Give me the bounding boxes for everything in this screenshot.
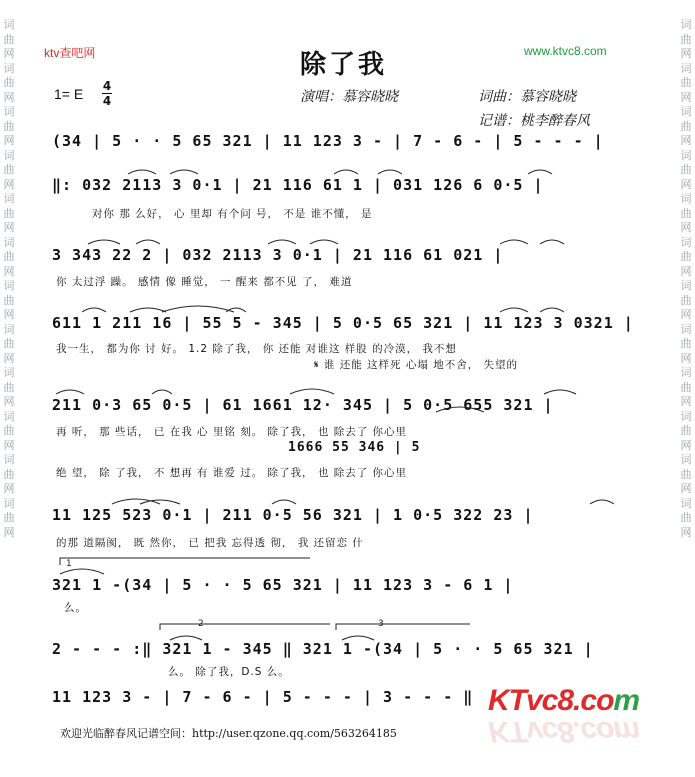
- ktvc8-logo[interactable]: [488, 684, 639, 718]
- lyrics-line-6: 的那 道隔阂， 既 然你， 已 把我 忘得透 彻， 我 还留恋 什: [56, 537, 364, 549]
- slur: [88, 240, 120, 244]
- slur: [152, 390, 172, 394]
- slur: [590, 500, 614, 504]
- slur: [528, 170, 552, 174]
- score-line-3: 3 343 22 2 | 032 2113 3 0·1 | 21 116 61 021 |: [52, 246, 504, 264]
- slur: [500, 240, 528, 244]
- slur: [544, 390, 576, 394]
- score-line-2: ‖: 032 2113 3 0·1 | 21 116 61 1 | 031 126 6 0·5 |: [52, 176, 544, 194]
- time-sig-bottom: 4: [102, 94, 112, 108]
- score-extra-notes: 1666 55 346 | 5: [288, 440, 421, 455]
- slur: [130, 308, 166, 312]
- score-line-6: 11 125 523 0·1 | 211 0·5 56 321 | 1 0·5 322 23 |: [52, 506, 534, 524]
- logo-reflection: [488, 714, 639, 748]
- slur: [268, 240, 296, 244]
- slur: [170, 636, 202, 640]
- volta-number-2: 2: [198, 619, 204, 629]
- slur: [540, 308, 564, 312]
- lyrics-line-8: 么。 除了我，D.S 么。: [168, 666, 290, 678]
- site-right-link[interactable]: www.ktvc8.com: [524, 44, 607, 58]
- slur: [378, 170, 402, 174]
- volta-bracket-1: [60, 558, 310, 565]
- score-line-5: 211 0·3 65 0·5 | 61 1661 12· 345 | 5 0·5 655 321 |: [52, 396, 554, 414]
- slur: [82, 308, 106, 312]
- side-watermark-left: 词曲网词曲网词曲网词曲网词曲网词曲网词曲网词曲网词曲网词曲网词曲网词曲网: [3, 18, 15, 539]
- slur: [170, 170, 198, 174]
- slur: [540, 240, 564, 244]
- lyrics-line-7: 么。: [64, 602, 87, 614]
- slur: [436, 407, 484, 412]
- footer-url-text[interactable]: 欢迎光临醉春风记谱空间：http://user.qzone.qq.com/563264185: [60, 727, 397, 740]
- score-line-1: (34 | 5 · · 5 65 321 | 11 123 3 - | 7 - 6 - | 5 - - - |: [52, 132, 604, 150]
- site-left-link[interactable]: ktv查吧网: [44, 46, 96, 60]
- logo-red-part: KTvc8.co: [488, 684, 614, 717]
- slur: [272, 500, 296, 504]
- slur: [290, 389, 334, 394]
- lyrics-line-4b: 𝄋 谁 还能 这样死 心塌 地不舍， 失望的: [314, 359, 519, 371]
- score-line-8: 2 - - - :‖ 321 1 - 345 ‖ 321 1 -(34 | 5 · · 5 65 321 |: [52, 640, 594, 658]
- slur: [226, 308, 246, 312]
- score-line-9: 11 123 3 - | 7 - 6 - | 5 - - - | 3 - - - ‖: [52, 688, 474, 706]
- song-title: 除了我: [300, 50, 388, 80]
- slur: [162, 306, 234, 312]
- lyrics-line-3: 你 太过浮 躁。 感情 像 睡觉， 一 醒来 都不见 了， 难道: [56, 276, 353, 288]
- singer-credit: 演唱：慕容晓晓: [300, 89, 398, 105]
- lyrics-line-5b: 绝 望， 除 了我， 不 想再 有 谁爱 过。 除了我， 也 除去了 你心里: [56, 467, 408, 479]
- slur: [136, 240, 160, 244]
- score-line-7: 321 1 -(34 | 5 · · 5 65 321 | 11 123 3 - 6 1 |: [52, 576, 514, 594]
- time-sig-top: 4: [102, 79, 112, 93]
- slur: [56, 390, 84, 394]
- side-watermark-right: 词曲网词曲网词曲网词曲网词曲网词曲网词曲网词曲网词曲网词曲网词曲网词曲网: [680, 18, 692, 539]
- volta-number-1: 1: [66, 559, 72, 569]
- score-line-4: 611 1 211 16 | 55 5 - 345 | 5 0·5 65 321 | 11 123 3 0321 |: [52, 314, 634, 332]
- slur: [334, 170, 358, 174]
- slur: [140, 500, 180, 504]
- volta-bracket-2: [160, 624, 330, 630]
- slur: [500, 308, 528, 312]
- logo-green-part: m: [613, 684, 640, 717]
- volta-bracket-3: [336, 624, 470, 630]
- slur: [310, 240, 338, 244]
- composer-credit: 词曲：慕容晓晓: [478, 89, 576, 105]
- logo-reflection-green: m: [613, 715, 640, 748]
- lyrics-line-5a: 再 听， 那 些话， 已 在我 心 里铭 刻。 除了我， 也 除去了 你心里: [56, 426, 408, 438]
- logo-reflection-red: KTvc8.co: [488, 715, 614, 748]
- slur: [112, 499, 160, 504]
- slur: [60, 569, 104, 574]
- slur: [128, 170, 156, 174]
- lyrics-line-2: 对你 那 么好， 心 里却 有个问 号， 不是 谁不懂， 是: [92, 208, 373, 220]
- lyrics-line-4a: 我一生， 都为你 讨 好。 1.2 除了我， 你 还能 对谁这 样股 的冷漠， 我不想: [56, 343, 457, 355]
- volta-number-3: 3: [378, 619, 384, 629]
- transcriber-credit: 记谱：桃李醉春风: [478, 113, 590, 129]
- slur: [342, 636, 374, 640]
- key-signature: 1= E: [54, 86, 84, 102]
